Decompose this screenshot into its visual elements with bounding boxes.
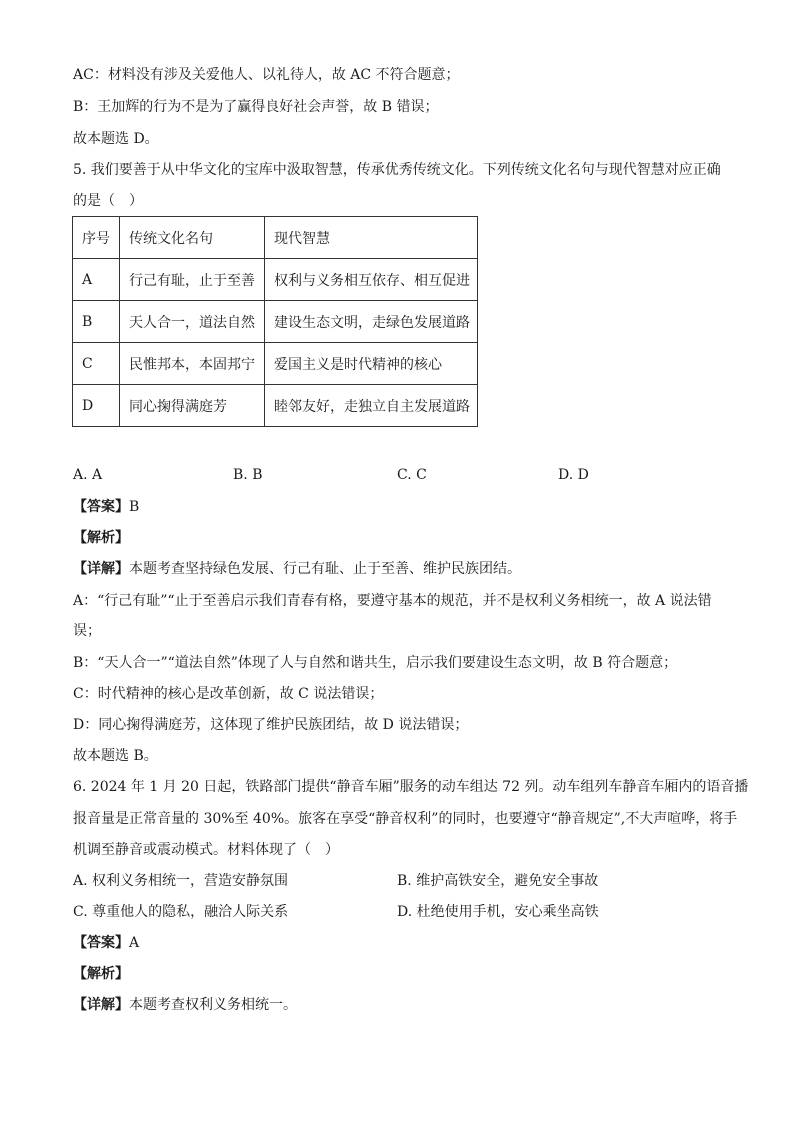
detail-text: 本题考查坚持绿色发展、行己有耻、止于至善、维护民族团结。 bbox=[129, 561, 521, 577]
q6-option-d: D. 杜绝使用手机，安心乘坐高铁 bbox=[397, 904, 599, 920]
table-cell: 建设生态文明，走绿色发展道路 bbox=[265, 301, 478, 343]
q5-detail-line bbox=[73, 559, 521, 579]
table-cell: 天人合一，道法自然 bbox=[120, 301, 265, 343]
detail-text: 本题考查权利义务相统一。 bbox=[129, 997, 297, 1013]
q6-stem-line1: 6. 2024 年 1 月 20 日起，铁路部门提供“静音车厢”服务的动车组达 72 列。动车组列车静音车厢内的语音播 bbox=[73, 779, 749, 795]
prev-conclusion: 故本题选 D。 bbox=[73, 131, 159, 147]
table-cell: 民惟邦本，本固邦宁 bbox=[120, 343, 265, 385]
q5-explain-a-line2: 误； bbox=[73, 623, 101, 639]
analysis-label: 【解析】 bbox=[73, 530, 129, 546]
q5-stem-line2: 的是（ ） bbox=[73, 193, 143, 209]
q5-explain-b: B：“天人合一”“道法自然”体现了人与自然和谐共生，启示我们要建设生态文明，故 B 符合题意； bbox=[73, 655, 678, 671]
q6-stem-line3: 机调至静音或震动模式。材料体现了（ ） bbox=[73, 842, 339, 858]
q5-explain-c: C：时代精神的核心是改革创新，故 C 说法错误； bbox=[73, 686, 384, 702]
q6-option-b: B. 维护高铁安全，避免安全事故 bbox=[397, 873, 599, 889]
answer-label: 【答案】 bbox=[73, 935, 129, 951]
table-row bbox=[73, 343, 478, 385]
table-row bbox=[73, 259, 478, 301]
table-cell: 行己有耻，止于至善 bbox=[120, 259, 265, 301]
table-cell: 爱国主义是时代精神的核心 bbox=[265, 343, 478, 385]
q5-conclusion: 故本题选 B。 bbox=[73, 748, 158, 764]
table-cell: A bbox=[73, 259, 120, 301]
q5-option-a: A. A bbox=[73, 467, 103, 483]
q6-answer-line bbox=[73, 933, 139, 953]
q5-explain-d: D：同心掬得满庭芳，这体现了维护民族团结，故 D 说法错误； bbox=[73, 717, 469, 733]
prev-ac-line: AC：材料没有涉及关爱他人、以礼待人，故 AC 不符合题意； bbox=[73, 67, 460, 83]
table-cell: B bbox=[73, 301, 120, 343]
table-cell: 权利与义务相互依存、相互促进 bbox=[265, 259, 478, 301]
table-header-row bbox=[73, 217, 478, 259]
table-cell: D bbox=[73, 385, 120, 427]
table-cell: 同心掬得满庭芳 bbox=[120, 385, 265, 427]
q5-option-d: D. D bbox=[558, 467, 589, 483]
analysis-label: 【解析】 bbox=[73, 966, 129, 982]
q6-option-a: A. 权利义务相统一，营造安静氛围 bbox=[73, 873, 289, 889]
table-header-cell: 传统文化名句 bbox=[120, 217, 265, 259]
q5-option-c: C. C bbox=[397, 467, 427, 483]
q6-stem-line2: 报音量是正常音量的 30%至 40%。旅客在享受“静音权利”的同时，也要遵守“静音规定”,不大声喧哗，将手 bbox=[73, 811, 738, 827]
q5-table bbox=[72, 216, 478, 427]
table-header-cell: 现代智慧 bbox=[265, 217, 478, 259]
table-cell: 睦邻友好，走独立自主发展道路 bbox=[265, 385, 478, 427]
q5-answer-line bbox=[73, 497, 139, 517]
answer-value: B bbox=[129, 499, 140, 515]
answer-value: A bbox=[129, 935, 140, 951]
table-cell: C bbox=[73, 343, 120, 385]
q5-stem-line1: 5. 我们要善于从中华文化的宝库中汲取智慧，传承优秀传统文化。下列传统文化名句与现代智慧对应正确 bbox=[73, 162, 721, 178]
q6-detail-line bbox=[73, 995, 297, 1015]
q5-explain-a-line1: A：“行己有耻”“止于至善启示我们青春有格，要遵守基本的规范，并不是权利义务相统一，故 A 说法错 bbox=[73, 593, 712, 609]
table-row bbox=[73, 385, 478, 427]
prev-b-line: B：王加辉的行为不是为了赢得良好社会声誉，故 B 错误； bbox=[73, 99, 439, 115]
table-header-cell: 序号 bbox=[73, 217, 120, 259]
q6-option-c: C. 尊重他人的隐私，融洽人际关系 bbox=[73, 904, 289, 920]
q5-option-b: B. B bbox=[233, 467, 263, 483]
detail-label: 【详解】 bbox=[73, 997, 129, 1013]
answer-label: 【答案】 bbox=[73, 499, 129, 515]
detail-label: 【详解】 bbox=[73, 561, 129, 577]
table-row bbox=[73, 301, 478, 343]
